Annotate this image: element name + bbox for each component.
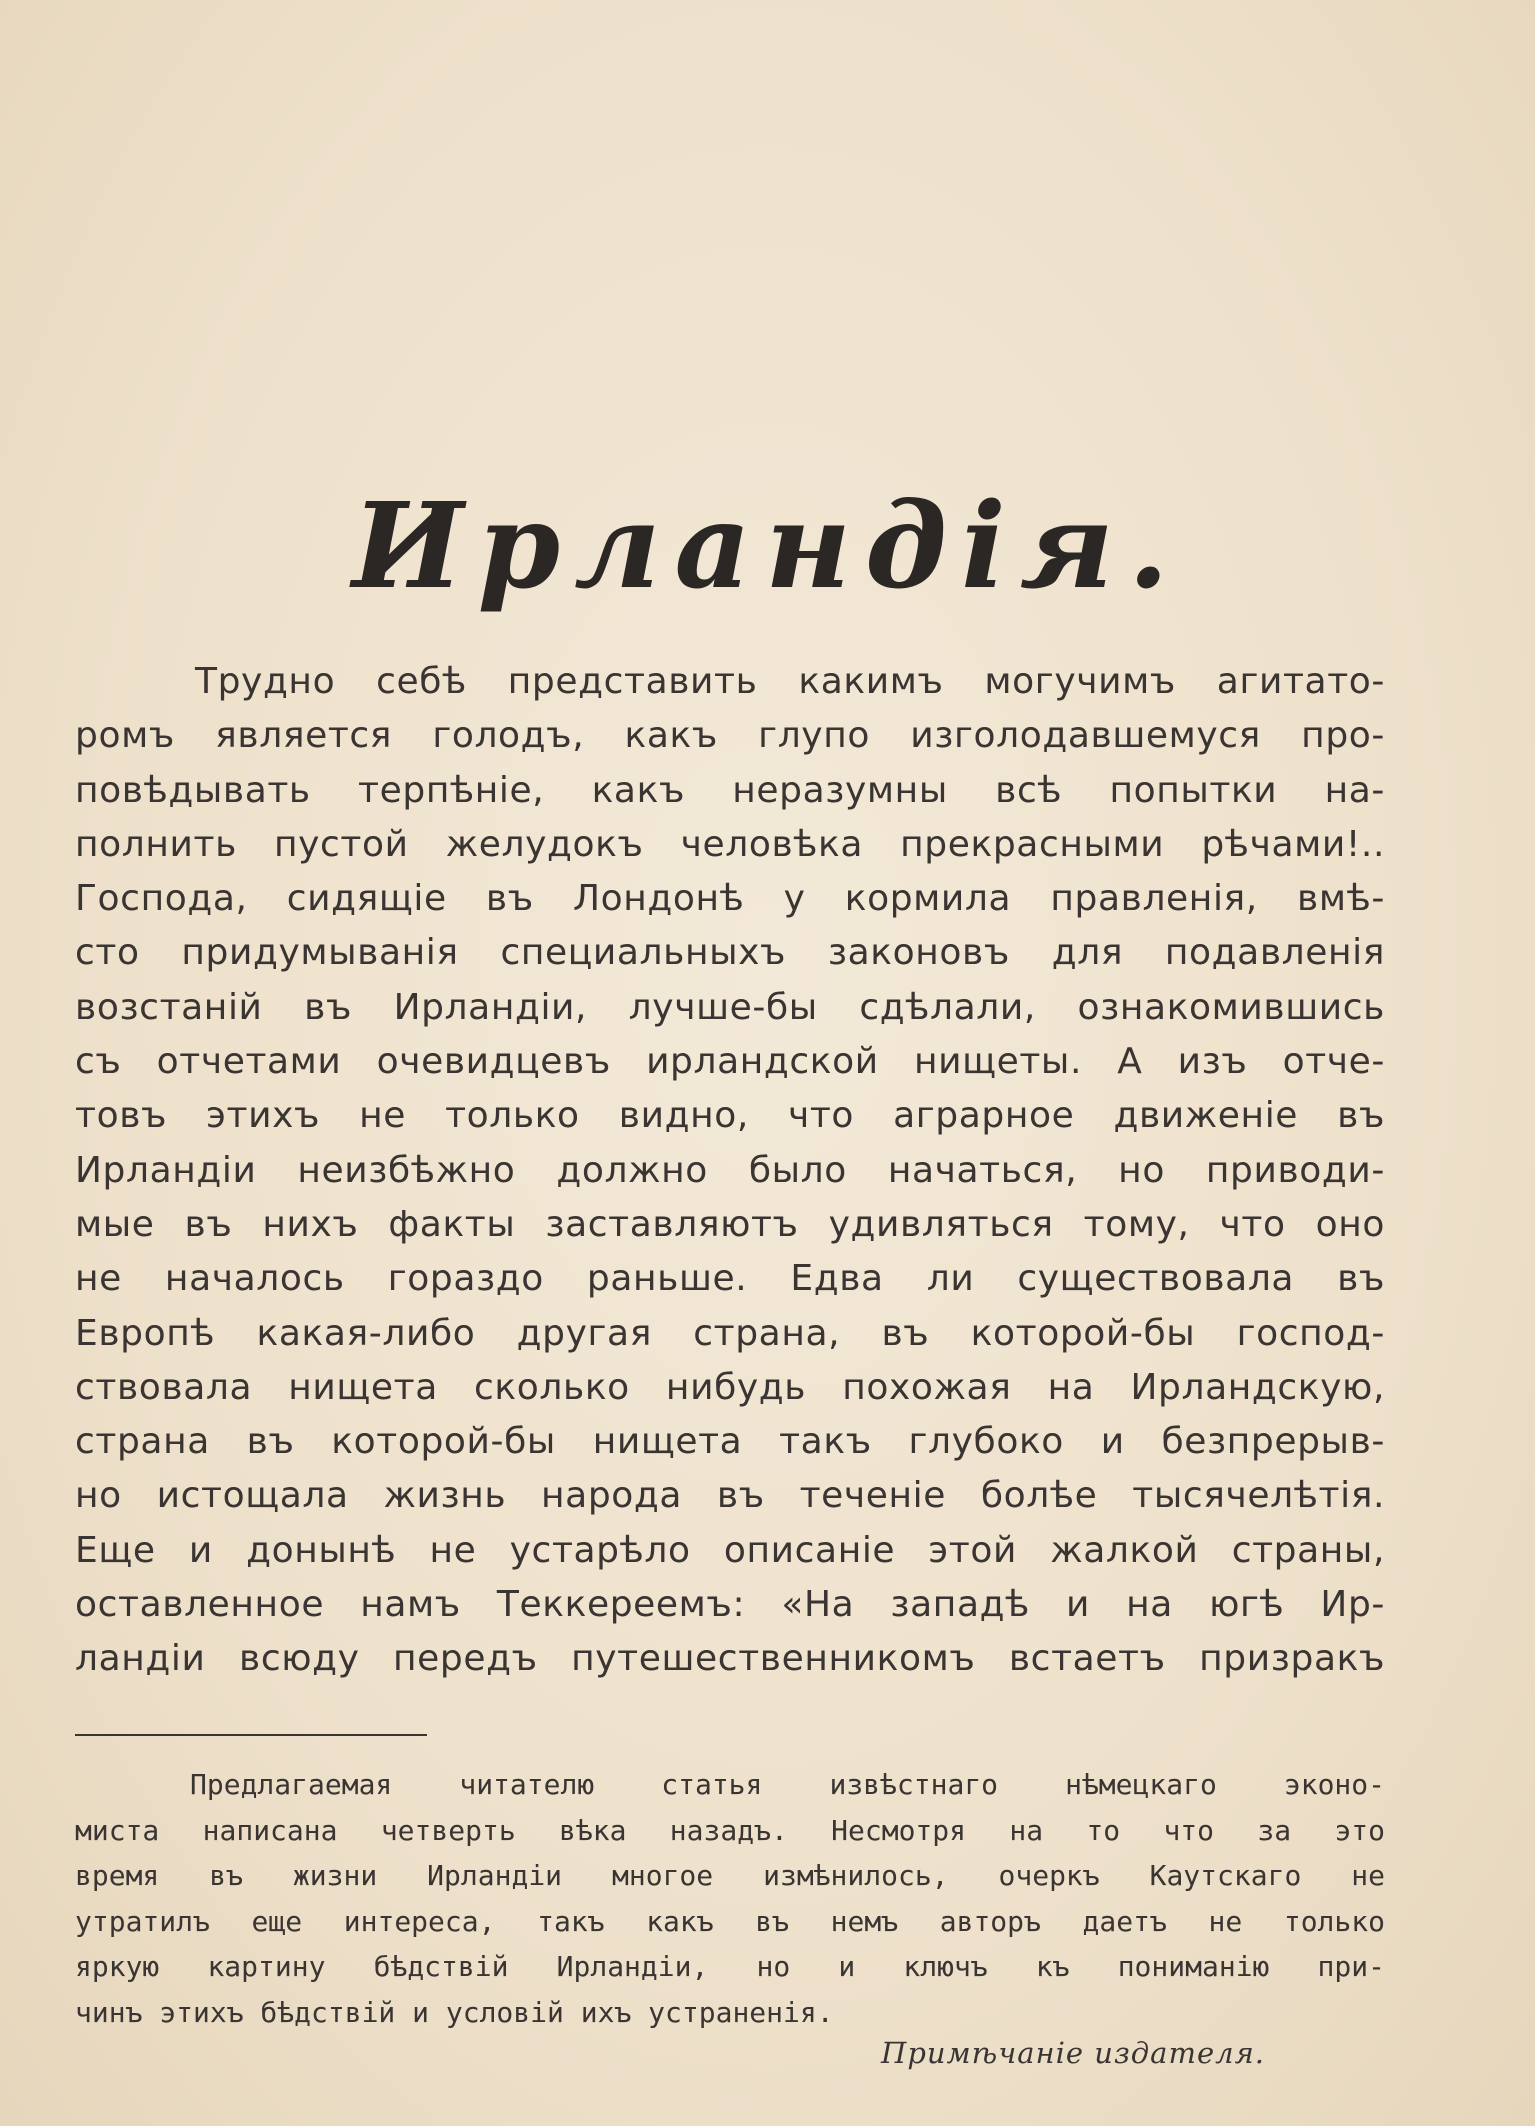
footnote: [75, 1762, 1385, 2035]
text-line: не началось гораздо раньше. Едва ли существовала въ: [75, 1258, 1385, 1300]
text-line: сто придумыванія специальныхъ законовъ для подавленія: [75, 932, 1385, 974]
text-line: ландіи всюду передъ путешественникомъ встаетъ призракъ: [75, 1638, 1385, 1680]
text-line: но истощала жизнь народа въ теченіе болѣе тысячелѣтія.: [75, 1475, 1385, 1517]
text-line: полнить пустой желудокъ человѣка прекрасными рѣчами!..: [75, 823, 1385, 865]
text-line: мые въ нихъ факты заставляютъ удивляться тому, что оно: [75, 1203, 1385, 1245]
footnote-line: чинъ этихъ бѣдствій и условій ихъ устраненія.: [75, 1995, 834, 2029]
text-line: Господа, сидящіе въ Лондонѣ у кормила правленія, вмѣ-: [75, 878, 1385, 920]
text-line: Еще и донынѣ не устарѣло описаніе этой жалкой страны,: [75, 1529, 1385, 1571]
text-line: Ирландіи неизбѣжно должно было начаться, но приводи-: [75, 1149, 1385, 1191]
text-line: съ отчетами очевидцевъ ирландской нищеты. А изъ отче-: [75, 1041, 1385, 1083]
text-line: Европѣ какая-либо другая страна, въ которой-бы господ-: [75, 1312, 1385, 1354]
text-line: возстаній въ Ирландіи, лучше-бы сдѣлали, ознакомившись: [75, 986, 1385, 1028]
footnote-line: яркую картину бѣдствій Ирландіи, но и ключъ къ пониманію при-: [75, 1950, 1385, 1983]
publisher-note-signature: Примѣчаніе издателя.: [881, 2036, 1265, 2070]
text-line: повѣдывать терпѣніе, какъ неразумны всѣ попытки на-: [75, 769, 1385, 811]
text-line: оставленное намъ Теккереемъ: «На западѣ и на югѣ Ир-: [75, 1584, 1385, 1626]
text-line: товъ этихъ не только видно, что аграрное движеніе въ: [75, 1095, 1385, 1137]
text-line: ромъ является голодъ, какъ глупо изголодавшемуся про-: [75, 715, 1385, 757]
footnote-line: утратилъ еще интереса, такъ какъ въ немъ авторъ даетъ не только: [75, 1904, 1385, 1938]
footnote-line: миста написана четверть вѣка назадъ. Несмотря на то что за это: [75, 1813, 1385, 1847]
main-text: [75, 655, 1385, 1687]
footnote-divider: [75, 1734, 427, 1736]
text-line: страна въ которой-бы нищета такъ глубоко и безпрерыв-: [75, 1421, 1385, 1463]
text-line: Трудно себѣ представить какимъ могучимъ агитато-: [195, 661, 1385, 702]
text-line: ствовала нищета сколько нибудь похожая на Ирландскую,: [75, 1366, 1385, 1408]
footnote-line: Предлагаемая читателю статья извѣстнаго нѣмецкаго эконо-: [190, 1768, 1385, 1801]
footnote-line: время въ жизни Ирландіи многое измѣнилось, очеркъ Каутскаго не: [75, 1859, 1385, 1892]
page-title: Ирландія.: [352, 476, 1183, 615]
